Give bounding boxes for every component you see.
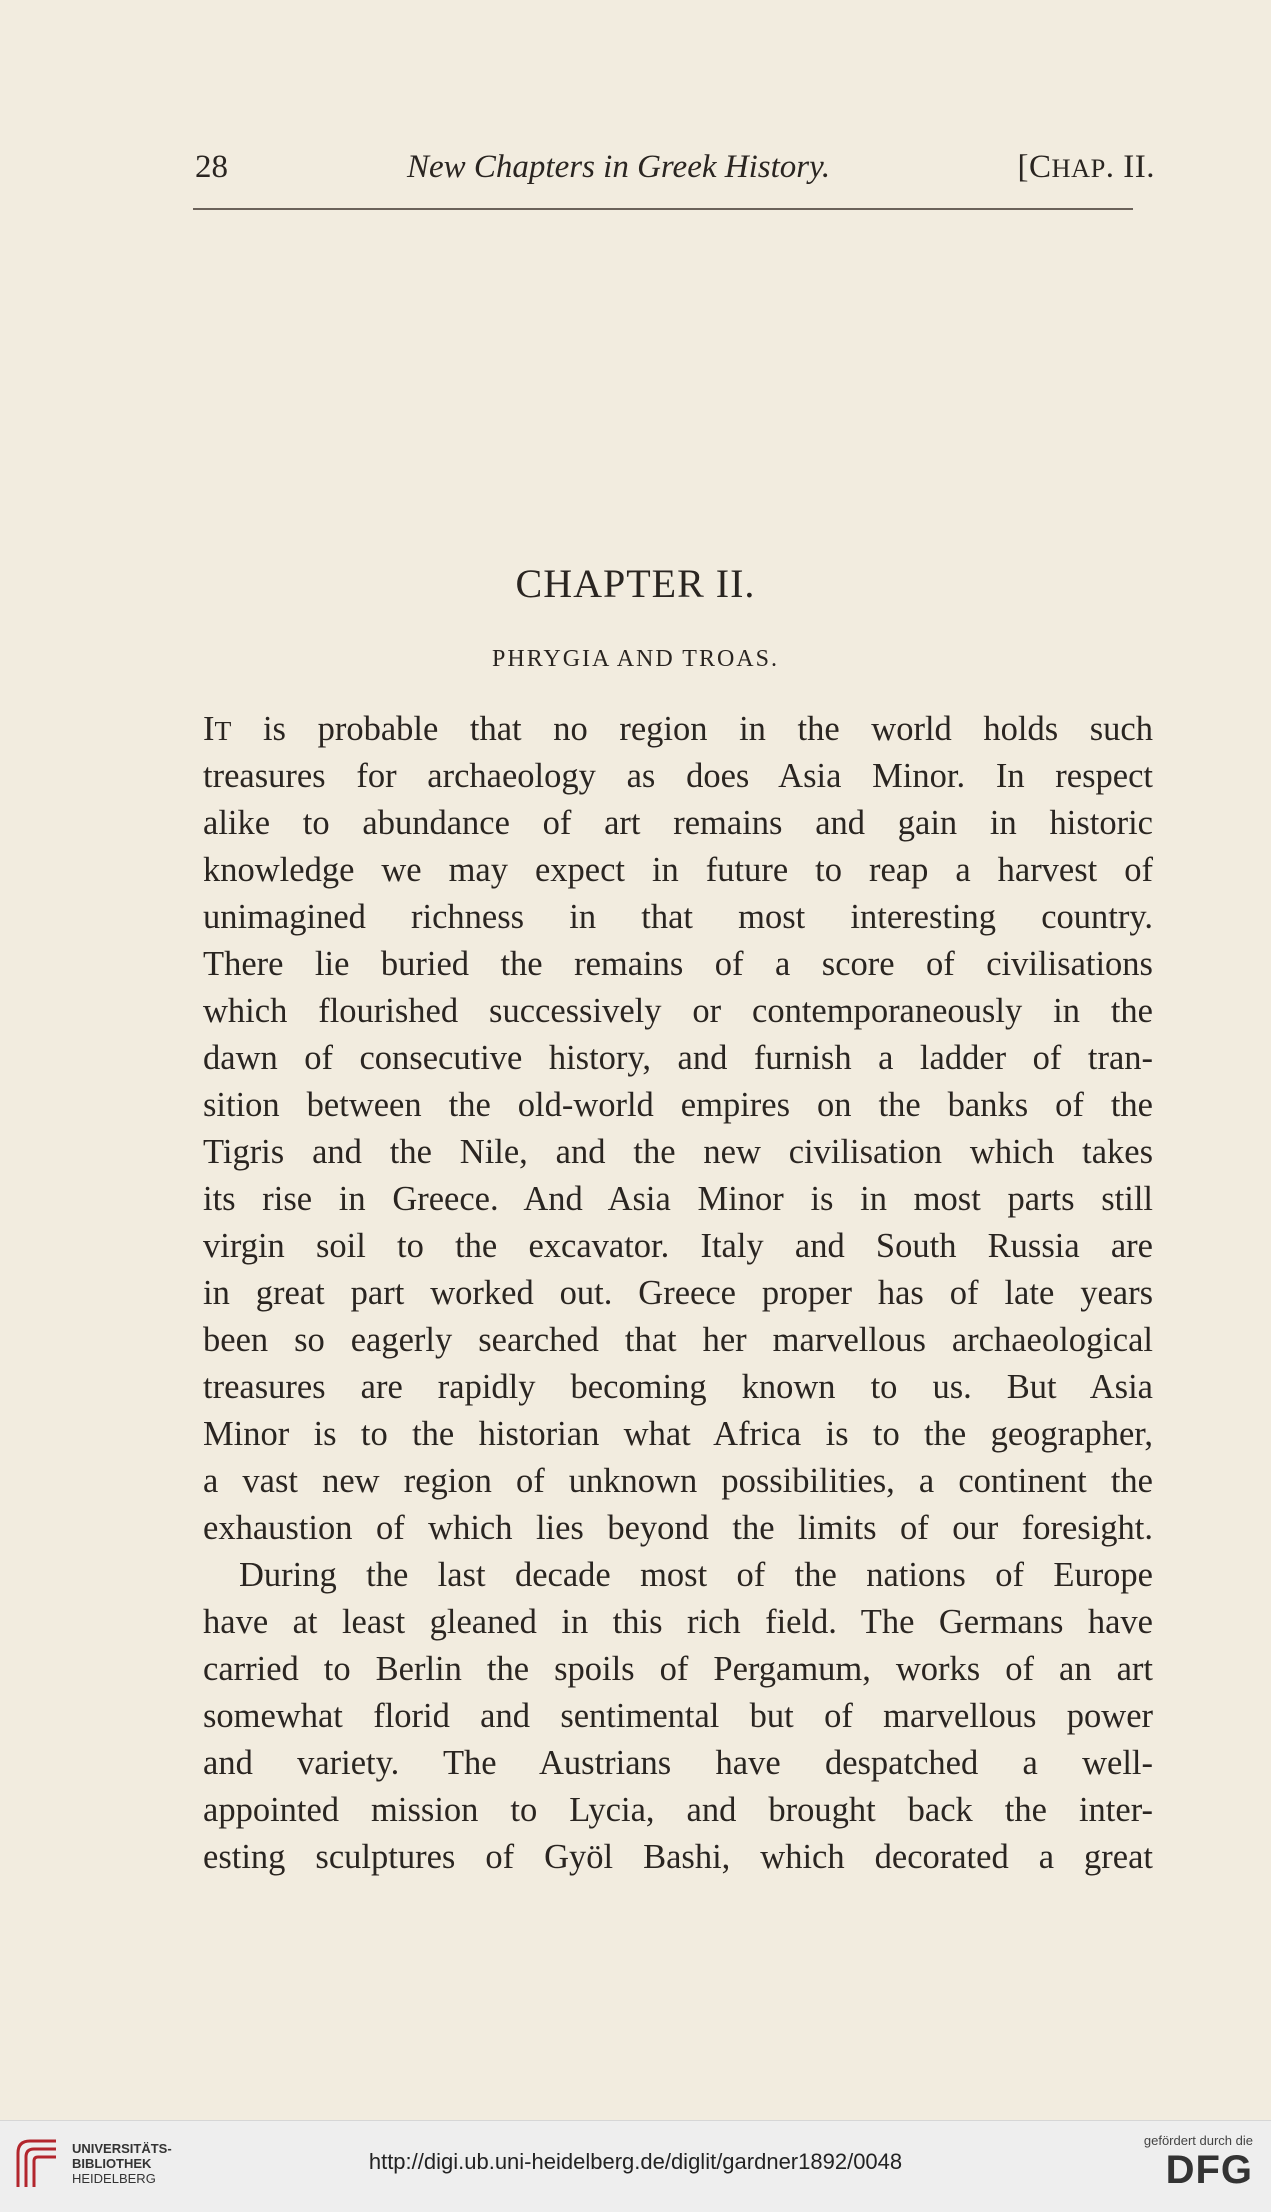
library-name-line2: BIBLIOTHEK <box>72 2156 152 2171</box>
running-head <box>195 142 1155 192</box>
body-line: dawn of consecutive history, and furnish a ladder of tran- <box>203 1039 1153 1077</box>
dfg-logo: DFG <box>1165 2148 1253 2192</box>
funding-notice <box>1144 2133 1253 2192</box>
body-line: exhaustion of which lies beyond the limits of our foresight. <box>203 1509 1153 1547</box>
body-line: IT is probable that no region in the world holds such <box>203 710 1153 748</box>
body-line: esting sculptures of Gyöl Bashi, which decorated a great <box>203 1838 1153 1876</box>
body-line: Tigris and the Nile, and the new civilisation which takes <box>203 1133 1153 1171</box>
chapter-title: CHAPTER II. <box>515 561 756 606</box>
page-number: 28 <box>195 149 228 185</box>
body-line: unimagined richness in that most interesting country. <box>203 898 1153 936</box>
body-line: treasures are rapidly becoming known to us. But Asia <box>203 1368 1153 1406</box>
chapter-subtitle: PHRYGIA AND TROAS. <box>492 646 779 672</box>
body-line: been so eagerly searched that her marvellous archaeological <box>203 1321 1153 1359</box>
body-line: treasures for archaeology as does Asia Minor. In respect <box>203 757 1153 795</box>
body-line: a vast new region of unknown possibilities, a continent the <box>203 1462 1153 1500</box>
book-title: New Chapters in Greek History. <box>407 149 831 185</box>
body-line: carried to Berlin the spoils of Pergamum, works of an art <box>203 1650 1153 1688</box>
body-line: and variety. The Austrians have despatched a well- <box>203 1744 1153 1782</box>
body-line: During the last decade most of the nations of Europe <box>239 1556 1153 1594</box>
body-line: sition between the old-world empires on the banks of the <box>203 1086 1153 1124</box>
body-text <box>203 706 1153 1881</box>
body-line: its rise in Greece. And Asia Minor is in most parts still <box>203 1180 1153 1218</box>
permalink-url[interactable]: http://digi.ub.uni-heidelberg.de/diglit/gardner1892/0048 <box>368 2149 903 2174</box>
body-line: Minor is to the historian what Africa is to the geographer, <box>203 1415 1153 1453</box>
body-line: alike to abundance of art remains and gain in historic <box>203 804 1153 842</box>
drop-word: IT <box>203 710 232 748</box>
body-line: have at least gleaned in this rich field. The Germans have <box>203 1603 1153 1641</box>
body-line: knowledge we may expect in future to reap a harvest of <box>203 851 1153 889</box>
funding-text: gefördert durch die <box>1143 2133 1253 2148</box>
library-name-line1: UNIVERSITÄTS- <box>72 2141 172 2156</box>
body-line: somewhat florid and sentimental but of marvellous power <box>203 1697 1153 1735</box>
body-line: appointed mission to Lycia, and brought back the inter- <box>203 1791 1153 1829</box>
body-line: virgin soil to the excavator. Italy and South Russia are <box>203 1227 1153 1265</box>
library-name-line3: HEIDELBERG <box>72 2171 156 2186</box>
body-line: There lie buried the remains of a score of civilisations <box>203 945 1153 983</box>
body-line: which flourished successively or contemporaneously in the <box>203 992 1153 1030</box>
header-rule <box>193 208 1133 210</box>
viewer-footer <box>0 2120 1271 2212</box>
chapter-reference: [CHAP. II. <box>1017 149 1155 185</box>
body-line: in great part worked out. Greece proper has of late years <box>203 1274 1153 1312</box>
